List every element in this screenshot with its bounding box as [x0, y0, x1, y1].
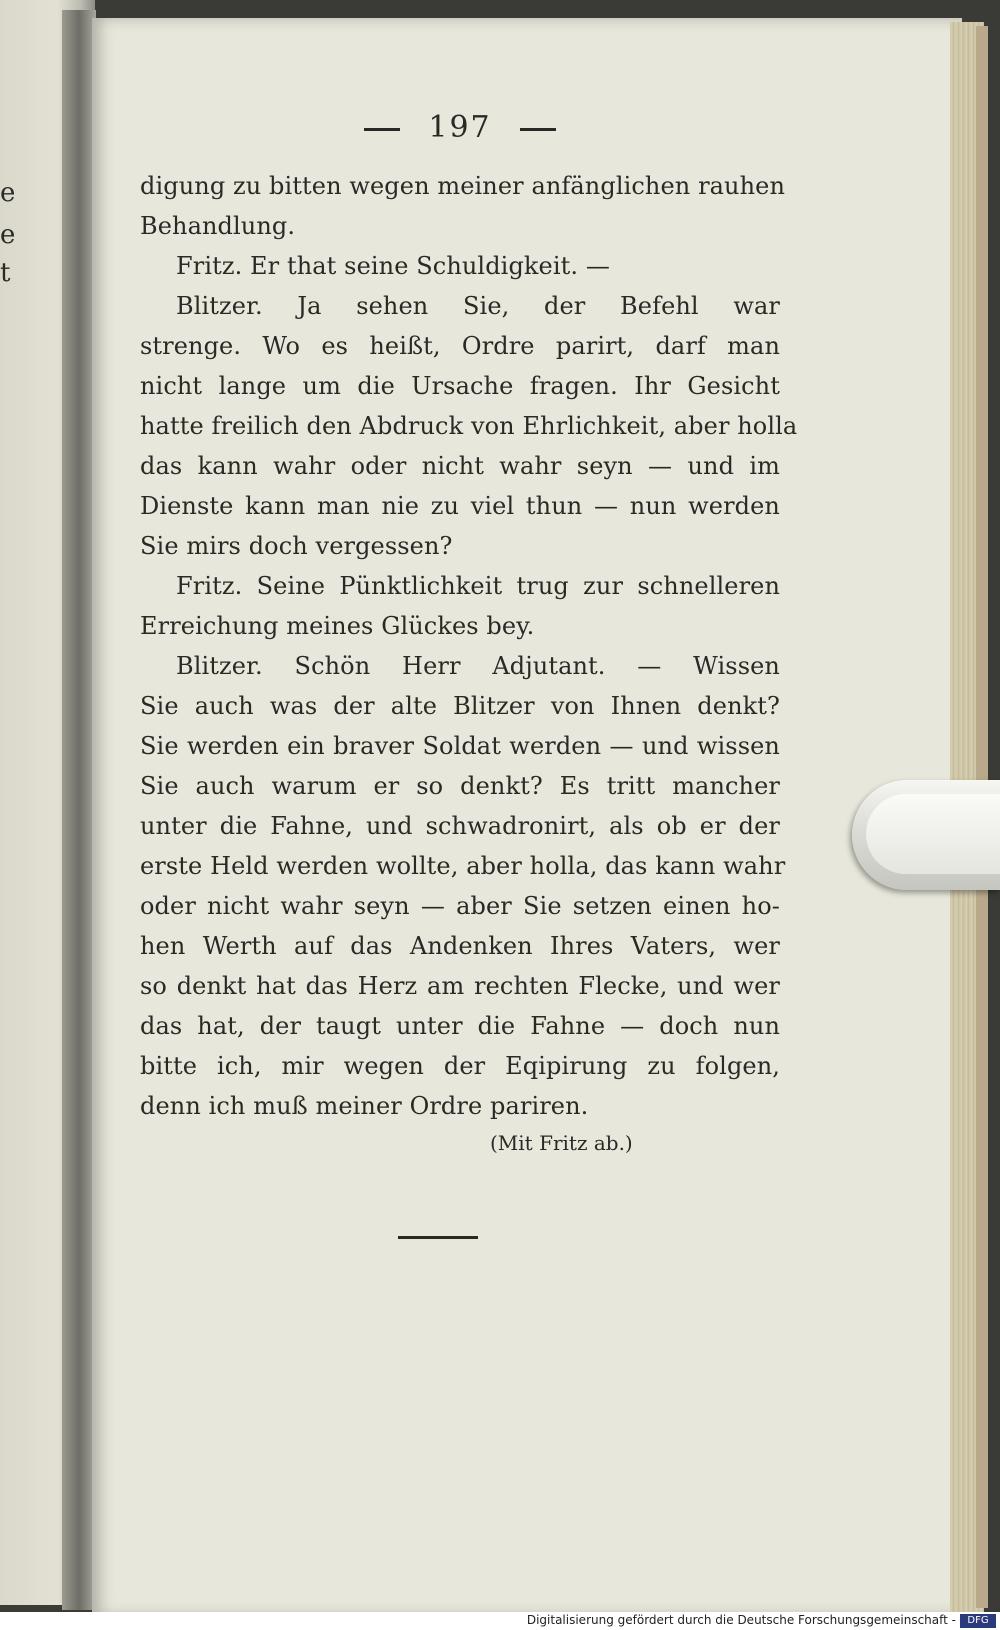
text-line: Sie werden ein braver Soldat werden — und wissen: [140, 732, 780, 760]
stage-direction: (Mit Fritz ab.): [490, 1131, 633, 1155]
page-number-value: 197: [428, 110, 492, 145]
left-page-fragment: e: [0, 178, 16, 208]
text-line: Dienste kann man nie zu viel thun — nun werden: [140, 492, 780, 520]
text-line: Blitzer. Ja sehen Sie, der Befehl war: [176, 292, 780, 320]
book-gutter: [62, 10, 96, 1610]
left-page-fragment: t: [0, 258, 11, 288]
text-line: das hat, der taugt unter die Fahne — doch nun: [140, 1012, 780, 1040]
page-number-dash: [520, 128, 556, 131]
dfg-logo: DFG: [960, 1614, 996, 1628]
page-clip-highlight: [866, 794, 1000, 874]
text-line: Sie mirs doch vergessen?: [140, 532, 453, 560]
text-line: nicht lange um die Ursache fragen. Ihr Gesicht: [140, 372, 780, 400]
footer-bar: [0, 1612, 1000, 1630]
page-text: [140, 110, 798, 1160]
text-line: so denkt hat das Herz am rechten Flecke, und wer: [140, 972, 780, 1000]
text-line: Blitzer. Schön Herr Adjutant. — Wissen: [176, 652, 780, 680]
page-number: [140, 110, 780, 154]
text-line: denn ich muß meiner Ordre pariren.: [140, 1092, 589, 1120]
text-line: oder nicht wahr seyn — aber Sie setzen einen ho-: [140, 892, 780, 920]
text-line: hen Werth auf das Andenken Ihres Vaters, wer: [140, 932, 780, 960]
left-page-fragment: e: [0, 220, 16, 250]
text-line: erste Held werden wollte, aber holla, das kann wahr: [140, 852, 786, 880]
text-line: digung zu bitten wegen meiner anfänglichen rauhen: [140, 172, 786, 200]
page-number-dash: [364, 128, 400, 131]
text-line: das kann wahr oder nicht wahr seyn — und im: [140, 452, 780, 480]
text-line: Sie auch warum er so denkt? Es tritt mancher: [140, 772, 780, 800]
footer-credit: Digitalisierung gefördert durch die Deutsche Forschungsgemeinschaft -: [526, 1613, 956, 1627]
text-line: strenge. Wo es heißt, Ordre parirt, darf man: [140, 332, 780, 360]
end-rule: [398, 1236, 478, 1239]
text-line: Fritz. Seine Pünktlichkeit trug zur schnelleren: [176, 572, 780, 600]
text-line: Behandlung.: [140, 212, 296, 240]
text-line: bitte ich, mir wegen der Eqipirung zu folgen,: [140, 1052, 780, 1080]
text-line: hatte freilich den Abdruck von Ehrlichkeit, aber holla: [140, 412, 798, 440]
text-line: Erreichung meines Glückes bey.: [140, 612, 535, 640]
text-line: Fritz. Er that seine Schuldigkeit. —: [176, 252, 610, 280]
text-line: Sie auch was der alte Blitzer von Ihnen denkt?: [140, 692, 780, 720]
text-line: unter die Fahne, und schwadronirt, als ob er der: [140, 812, 780, 840]
